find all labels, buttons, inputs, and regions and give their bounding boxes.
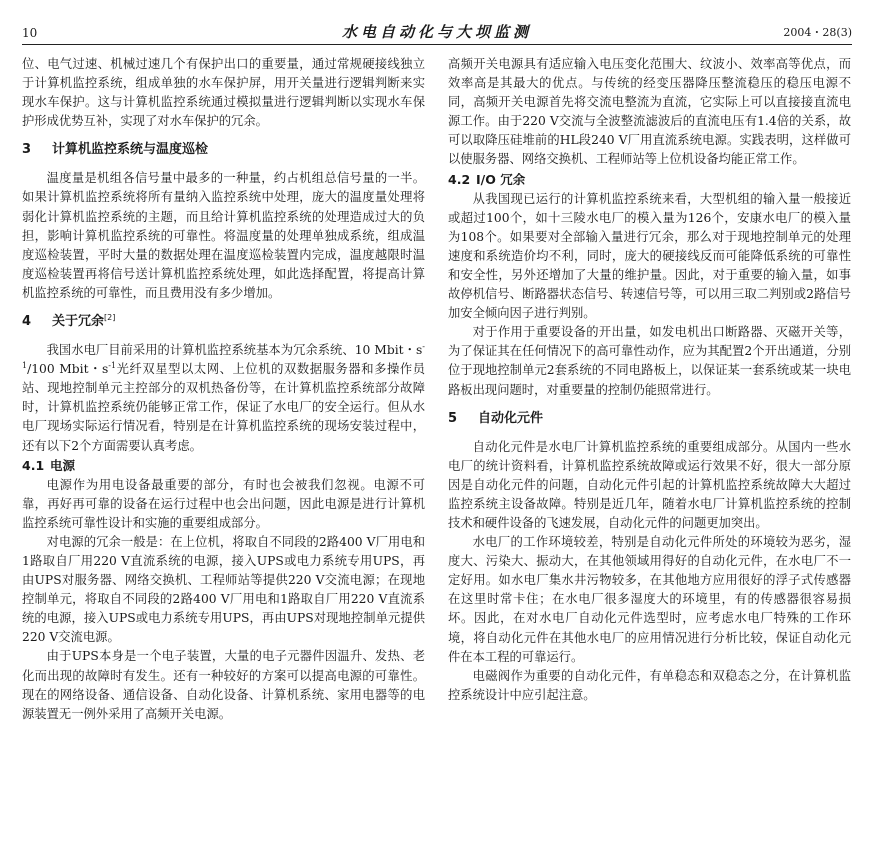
subsection-heading-4-2 — [448, 170, 851, 190]
page-number: 10 — [22, 26, 38, 40]
left-column — [22, 55, 425, 724]
superscript: -1 — [22, 342, 425, 371]
section-title: 关于冗余 — [52, 314, 105, 330]
subsection-number: 4.1 — [22, 457, 45, 473]
issue-label: 2004・28(3) — [783, 26, 852, 39]
paragraph: 电源作为用电设备最重要的部分，有时也会被我们忽视。电源不可靠，再好再可靠的设备在运行过程中也会出问题，因此电源是进行计算机监控系统可靠性设计和实施的重要组成部分。 — [22, 477, 425, 530]
journal-title: 水电自动化与大坝监测 — [341, 23, 532, 41]
text-run: 光纤双星型以太网、上位机的双数据服务器和多操作员站、现地控制单元主控部分的双机热备份等，在计算机监控系统部分故障时，计算机监控系统仍能够正常工作，保证了水电厂的安全运行。但从水电厂现场实际运行情况看，特别是在计算机监控系统的现场安装过程中，还有以下2个方面需要认真考虑。 — [22, 362, 425, 453]
paragraph: 由于UPS本身是一个电子装置，大量的电子元器件因温升、发热、老化而出现的故障时有发生。还有一种较好的方案可以提高电源的可靠性。现在的网络设备、通信设备、自动化设备、计算机系统、家用电器等的电源装置无一例外采用了高频开关电源。 — [22, 649, 425, 721]
section-heading-4 — [22, 303, 425, 341]
section-number: 4 — [22, 314, 32, 330]
running-header — [22, 23, 852, 45]
superscript: -1 — [108, 361, 117, 371]
paragraph — [22, 341, 425, 456]
paragraph: 从我国现已运行的计算机监控系统来看，大型机组的输入量一般接近或超过100个，如十三陵水电厂的模入量为126个，安康水电厂的模入量为108个。如果要对全部输入量进行冗余，那么对于现地控制单元的处理速度和系统造价均不利，同时，庞大的硬接线反而可能降低系统的可靠性和安全性，另外还增加了大量的维护量。因此，对于重要的输入量，如事故停机信号、断路器状态信号、转速信号等，可以用三取二判别或2路信号加安全倾向因子进行判别。 — [448, 191, 851, 321]
paragraph: 水电厂的工作环境较差，特别是自动化元件所处的环境较为恶劣，湿度大、污染大、振动大，在其他领域用得好的自动化元件，在水电厂不一定好用。如水电厂集水井污物较多，在其他地方应用很好的浮子式传感器在这里时常卡住；在水电厂很多湿度大的环境里，有的传感器很容易损坏。因此，在对水电厂自动化元件选型时，应考虑水电厂特殊的工作环境，将自动化元件在其他水电厂的应用情况进行分析比较，保证自动化元件在本工程的可靠运行。 — [448, 535, 851, 664]
subsection-title: 电源 — [50, 457, 76, 473]
right-column — [448, 55, 851, 705]
paragraph: 电磁阀作为重要的自动化元件，有单稳态和双稳态之分，在计算机监控系统设计中应引起注意。 — [448, 668, 851, 702]
paragraph-continued: 高频开关电源具有适应输入电压变化范围大、纹波小、效率高等优点，而效率高是其最大的优点。与传统的经变压器降压整流稳压的稳压电源不同，高频开关电源首先将交流电整流为直流，它实际上可以直接接直流电源工作。由于220 V交流与全波整流滤波后的直流电压有1.4倍的关系，故可以取降压硅堆前的HL段240 V厂用直流系统电源。实践表明，这样做可以使服务器、网络交换机、工程师站等上位机设备均能正常工作。 — [448, 57, 851, 167]
paragraph: 温度量是机组各信号量中最多的一种量，约占机组总信号量的一半。如果计算机监控系统将所有量纳入监控系统中处理，庞大的温度量处理将弱化计算机监控系统的主题，而且给计算机监控系统的处理造成过大的负担，影响计算机监控系统的可靠性。将温度量的处理单独成系统，组成温度巡检装置，平时大量的数据处理在温度巡检装置内完成，温度越限时温度巡检装置再将信号送计算机监控系统处理，如此选择配置，将提高计算机监控系统的可靠性，而且费用没有多少增加。 — [22, 171, 425, 300]
paragraph-continued: 位、电气过速、机械过速几个有保护出口的重要量，通过常规硬接线独立于计算机监控系统，组成单独的水车保护屏，用开关量进行逻辑判断来实现水车保护。这与计算机监控系统通过模拟量进行逻辑判断以实现水车保护形成优势互补，实现了对水车保护的冗余。 — [22, 57, 425, 129]
text-run: 我国水电厂目前采用的计算机监控系统基本为冗余系统、10 Mbit・s — [46, 343, 423, 358]
subsection-number: 4.2 — [448, 171, 471, 187]
section-heading-5 — [448, 400, 851, 438]
reference-marker: [2] — [104, 313, 116, 323]
section-title: 计算机监控系统与温度巡检 — [52, 142, 209, 158]
section-title: 自动化元件 — [478, 410, 544, 426]
paragraph: 对于作用于重要设备的开出量，如发电机出口断路器、灭磁开关等，为了保证其在任何情况下的高可靠性动作，应为其配置2个开出通道，分别位于现地控制单元2套系统的不同电路板上，以保证某一套系统或某一块电路板出现问题时，对重要量的控制仍能照常进行。 — [448, 325, 851, 397]
text-run: /100 Mbit・s — [27, 362, 109, 377]
subsection-title: I/O 冗余 — [476, 171, 526, 187]
subsection-heading-4-1 — [22, 456, 425, 476]
paragraph: 对电源的冗余一般是：在上位机，将取自不同段的2路400 V厂用电和1路取自厂用220 V直流系统的电源，接入UPS或电力系统专用UPS，再由UPS对服务器、网络交换机、工程师站等提供220 V交流电源；在现地控制单元，将取自不同段的2路400 V厂用电和1路取自厂用220 V直流系统的电源，接入UPS或电力系统专用UPS，再由UPS对现地控制单元提供220 V交流电源。 — [22, 534, 425, 645]
section-number: 3 — [22, 142, 32, 158]
paragraph: 自动化元件是水电厂计算机监控系统的重要组成部分。从国内一些水电厂的统计资料看，计算机监控系统故障或运行效果不好，很大一部分原因是自动化元件的问题，自动化元件引起的计算机监控系统故障大大超过监控系统主设备故障。特别是近几年，随着水电厂计算机监控系统的控制技术和硬件设备的飞速发展，自动化元件的问题更加突出。 — [448, 439, 851, 530]
section-number: 5 — [448, 410, 458, 426]
section-heading-3 — [22, 131, 425, 169]
